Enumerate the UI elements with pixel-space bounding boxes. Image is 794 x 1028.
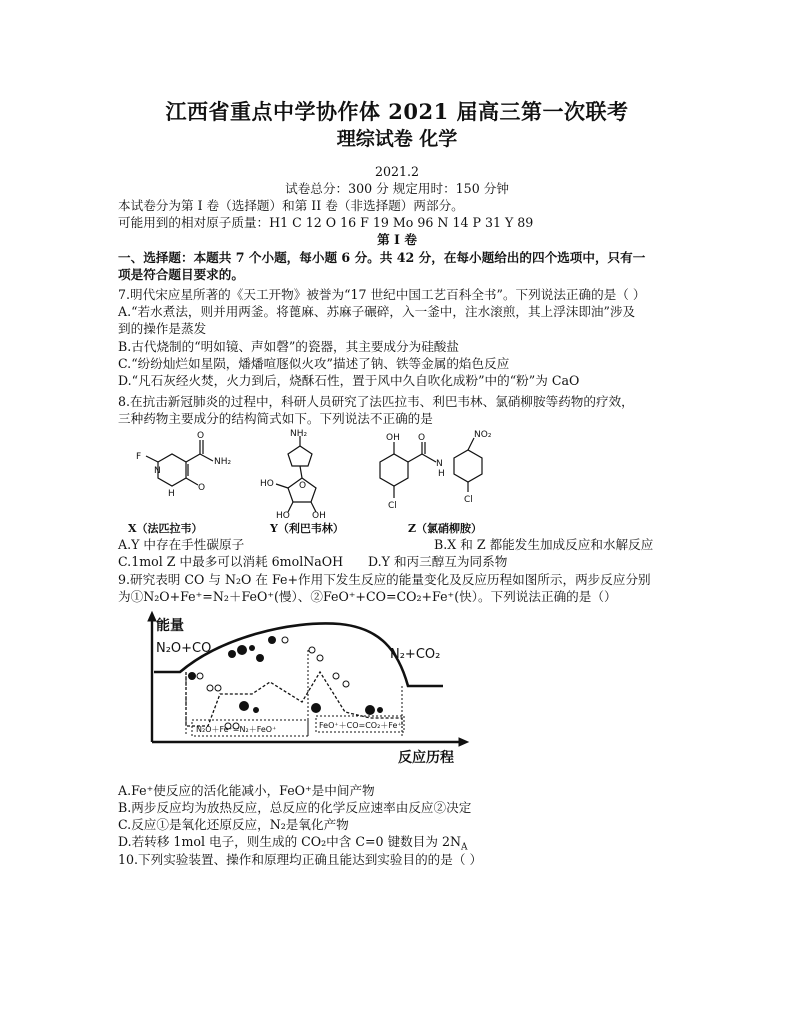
q9-stem-line2: 为①N₂O+Fe⁺=N₂＋FeO⁺(慢）、②FeO⁺+CO=CO₂+Fe⁺(快）。下列说法正确的是（） bbox=[118, 589, 617, 604]
y-atom-o: O bbox=[299, 481, 307, 491]
x-atom-f: F bbox=[136, 452, 142, 462]
score-time: 试卷总分：300 分 规定用时：150 分钟 bbox=[285, 181, 509, 196]
x-atom-o1: O bbox=[197, 431, 205, 441]
z-atom-oh: OH bbox=[386, 433, 400, 443]
x-atom-nh2: NH₂ bbox=[214, 457, 232, 467]
q8-option-b: B.X 和 Z 都能发生加成反应和水解反应 bbox=[434, 537, 654, 552]
q8-option-d: D.Y 和丙三醇互为同系物 bbox=[368, 554, 508, 569]
z-ring-1 bbox=[380, 454, 408, 486]
section-heading-line1: 一、选择题：本题共 7 个小题，每小题 6 分。共 42 分，在每小题给出的四个选项中，只有一 bbox=[118, 250, 646, 265]
x-atom-o2: O bbox=[198, 483, 206, 493]
energy-diagram bbox=[140, 610, 480, 770]
y-atom-ho2: HO bbox=[276, 511, 290, 520]
z-ring-2 bbox=[454, 450, 482, 482]
exam-date: 2021.2 bbox=[374, 164, 420, 179]
diagram-box1-text: N₂O＋Fe⁺=N₂＋FeO⁺ bbox=[196, 725, 277, 734]
y-axis-arrow bbox=[148, 612, 156, 621]
diagram-end-label: N₂+CO₂ bbox=[390, 647, 441, 662]
molecule-glyphs bbox=[188, 636, 383, 729]
z-atom-cl2: Cl bbox=[464, 495, 473, 505]
z-atom-cl1: Cl bbox=[388, 501, 397, 511]
q9-option-d-text: D.若转移 1mol 电子，则生成的 CO₂中含 C=0 键数目为 2N bbox=[118, 834, 461, 849]
q8-stem-line2: 三种药物主要成分的结构简式如下。下列说法不正确的是 bbox=[118, 411, 433, 426]
y-atom-oh: OH bbox=[312, 511, 326, 520]
x-ring bbox=[158, 454, 186, 486]
q9-option-b: B.两步反应均为放热反应，总反应的化学反应速率由反应②决定 bbox=[118, 800, 472, 815]
x-axis-arrow bbox=[459, 738, 468, 746]
label-y: Y（利巴韦林） bbox=[270, 522, 344, 535]
q7-option-a-line1: A.“若水煮法，则并用两釜。将蓖麻、苏麻子碾碎，入一釜中，注水滚煎，其上浮沫即油”涉及 bbox=[118, 304, 636, 319]
z-atom-h: H bbox=[438, 469, 445, 479]
q7-option-c: C.“纷纷灿烂如星陨，燔燔喧豗似火攻”描述了钠、铁等金属的焰色反应 bbox=[118, 356, 510, 371]
q10-stem: 10.下列实验装置、操作和原理均正确且能达到实验目的的是（ ） bbox=[118, 852, 483, 867]
x-atom-n1: N bbox=[154, 466, 161, 476]
x-atom-h: H bbox=[168, 489, 175, 499]
y-triazole bbox=[288, 446, 312, 466]
atomic-masses: 可能用到的相对原子质量：H1 C 12 O 16 F 19 Mo 96 N 14 P 31 Y 89 bbox=[118, 215, 534, 230]
q9-option-a: A.Fe⁺使反应的活化能减小，FeO⁺是中间产物 bbox=[118, 783, 375, 798]
q9-stem-line1: 9.研究表明 CO 与 N₂O 在 Fe+作用下发生反应的能量变化及反应历程如图所示，两步反应分别 bbox=[118, 572, 651, 587]
label-x: X（法匹拉韦） bbox=[128, 522, 203, 535]
q7-option-b: B.古代烧制的“明如镜、声如磬”的瓷器，其主要成分为硅酸盐 bbox=[118, 339, 459, 354]
exam-title: 江西省重点中学协作体 2021 届高三第一次联考 bbox=[165, 99, 629, 124]
z-atom-o: O bbox=[418, 433, 426, 443]
volume-heading: 第 I 卷 bbox=[377, 232, 417, 247]
diagram-start-label: N₂O+CO bbox=[156, 641, 212, 656]
z-atom-no2: NO₂ bbox=[474, 430, 492, 440]
diagram-box2-text: FeO⁺＋CO=CO₂＋Fe⁺ bbox=[319, 721, 402, 730]
q8-stem-line1: 8.在抗击新冠肺炎的过程中，科研人员研究了法匹拉韦、利巴韦林、氯硝柳胺等药物的疗效， bbox=[118, 394, 634, 409]
z-atom-n: N bbox=[436, 459, 443, 469]
exam-subtitle: 理综试卷 化学 bbox=[336, 128, 458, 150]
diagram-xlabel: 反应历程 bbox=[398, 750, 454, 766]
q8-option-c: C.1mol Z 中最多可以消耗 6molNaOH bbox=[118, 554, 344, 569]
q8-option-a: A.Y 中存在手性碳原子 bbox=[118, 537, 245, 552]
section-heading-line2: 项是符合题目要求的。 bbox=[118, 267, 244, 282]
y-atom-nh2: NH₂ bbox=[290, 429, 308, 439]
diagram-ylabel: 能量 bbox=[156, 618, 184, 634]
parts-note: 本试卷分为第 I 卷（选择题）和第 II 卷（非选择题）两部分。 bbox=[118, 198, 464, 213]
y-atom-ho: HO bbox=[260, 479, 274, 489]
q9-option-d-sub: A bbox=[460, 842, 468, 853]
q9-option-c: C.反应①是氧化还原反应，N₂是氧化产物 bbox=[118, 817, 349, 832]
label-z: Z（氯硝柳胺） bbox=[408, 522, 483, 535]
q7-option-d: D.“凡石灰经火焚，火力到后，烧酥石性，置于风中久自吹化成粉”中的“粉”为 CaO bbox=[118, 373, 580, 388]
q7-stem: 7.明代宋应星所著的《天工开物》被誉为“17 世纪中国工艺百科全书”。下列说法正确的是（ ） bbox=[118, 287, 646, 302]
drug-structures bbox=[118, 428, 548, 520]
q7-option-a-line2: 到的操作是蒸发 bbox=[118, 321, 207, 336]
